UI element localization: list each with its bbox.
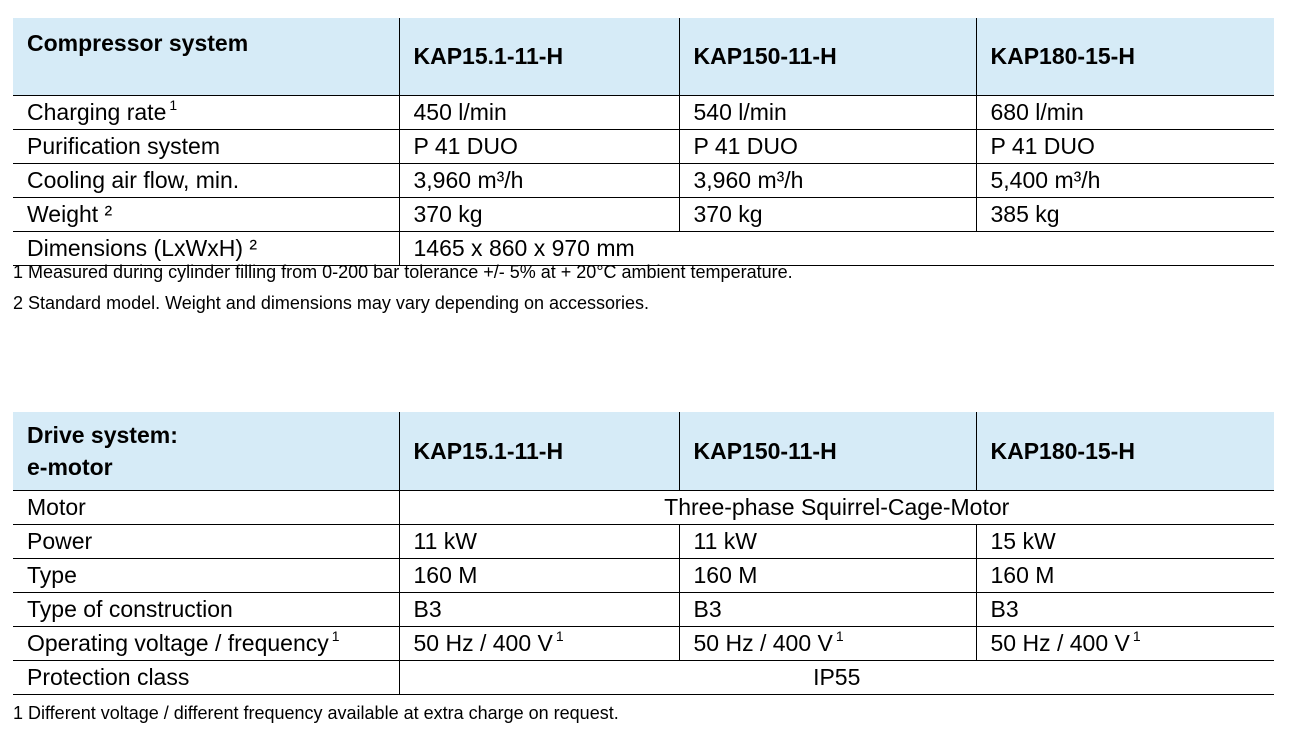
header-line: e-motor [27,454,113,480]
table-row [13,96,1274,130]
header-cell: KAP150-11-H [679,18,976,96]
row-label: Protection class [13,661,399,695]
table-cell: 11 kW [399,525,679,559]
drive-system-table [13,412,1274,695]
row-label: Type of construction [13,593,399,627]
row-label: Cooling air flow, min. [13,164,399,198]
header-line: Drive system: [27,422,178,448]
footnote-marker: 1 [169,97,178,113]
table-cell: B3 [679,593,976,627]
footnote: 2 Standard model. Weight and dimensions may vary depending on accessories. [13,293,650,313]
row-label [13,96,399,130]
table-cell: 385 kg [976,198,1274,232]
table-cell: 160 M [399,559,679,593]
header-cell: KAP180-15-H [976,412,1274,491]
table-row [13,525,1274,559]
row-label [13,627,399,661]
table-row [13,491,1274,525]
label-text: Charging rate [27,99,167,125]
table-row [13,593,1274,627]
header-cell: Compressor system [13,18,399,96]
footnote-marker: 1 [331,628,340,644]
table-header-row [13,18,1274,96]
table-cell: 11 kW [679,525,976,559]
table-cell: 540 l/min [679,96,976,130]
table-cell: 15 kW [976,525,1274,559]
footnote-marker: 1 [555,628,564,644]
table-row [13,661,1274,695]
row-label: Purification system [13,130,399,164]
table-row [13,164,1274,198]
table-cell: IP55 [399,661,1274,695]
table-cell: Three-phase Squirrel-Cage-Motor [399,491,1274,525]
table-cell: 680 l/min [976,96,1274,130]
cell-text: 50 Hz / 400 V [990,630,1130,656]
footnote: 1 Different voltage / different frequency available at extra charge on request. [13,703,619,723]
row-label: Power [13,525,399,559]
table-cell: 160 M [679,559,976,593]
table-cell [976,627,1274,661]
row-label: Type [13,559,399,593]
table-row [13,559,1274,593]
table-row [13,130,1274,164]
table-row [13,198,1274,232]
table-cell: B3 [976,593,1274,627]
header-cell [13,412,399,491]
table-cell: 5,400 m³/h [976,164,1274,198]
cell-text: 50 Hz / 400 V [413,630,553,656]
table-cell: P 41 DUO [679,130,976,164]
compressor-system-table [13,18,1274,266]
table-cell: P 41 DUO [976,130,1274,164]
table-cell: 160 M [976,559,1274,593]
table-row [13,627,1274,661]
table-cell: 1465 x 860 x 970 mm [399,232,1274,266]
row-label: Dimensions (LxWxH) ² [13,232,399,266]
cell-text: 50 Hz / 400 V [693,630,833,656]
table-cell: 450 l/min [399,96,679,130]
table-cell: B3 [399,593,679,627]
header-cell: KAP15.1-11-H [399,412,679,491]
table-row [13,232,1274,266]
label-text: Operating voltage / frequency [27,630,329,656]
row-label: Weight ² [13,198,399,232]
footnote-marker: 1 [835,628,844,644]
table-cell: 370 kg [399,198,679,232]
table-cell: 3,960 m³/h [399,164,679,198]
table-cell: 370 kg [679,198,976,232]
footnote-marker: 1 [1132,628,1141,644]
table-header-row [13,412,1274,491]
table-cell: 3,960 m³/h [679,164,976,198]
table-cell [399,627,679,661]
table-cell: P 41 DUO [399,130,679,164]
header-cell: KAP180-15-H [976,18,1274,96]
table-cell [679,627,976,661]
header-cell: KAP15.1-11-H [399,18,679,96]
header-cell: KAP150-11-H [679,412,976,491]
row-label: Motor [13,491,399,525]
footnote: 1 Measured during cylinder filling from 0-200 bar tolerance +/- 5% at + 20°C ambient temperature. [13,262,793,282]
